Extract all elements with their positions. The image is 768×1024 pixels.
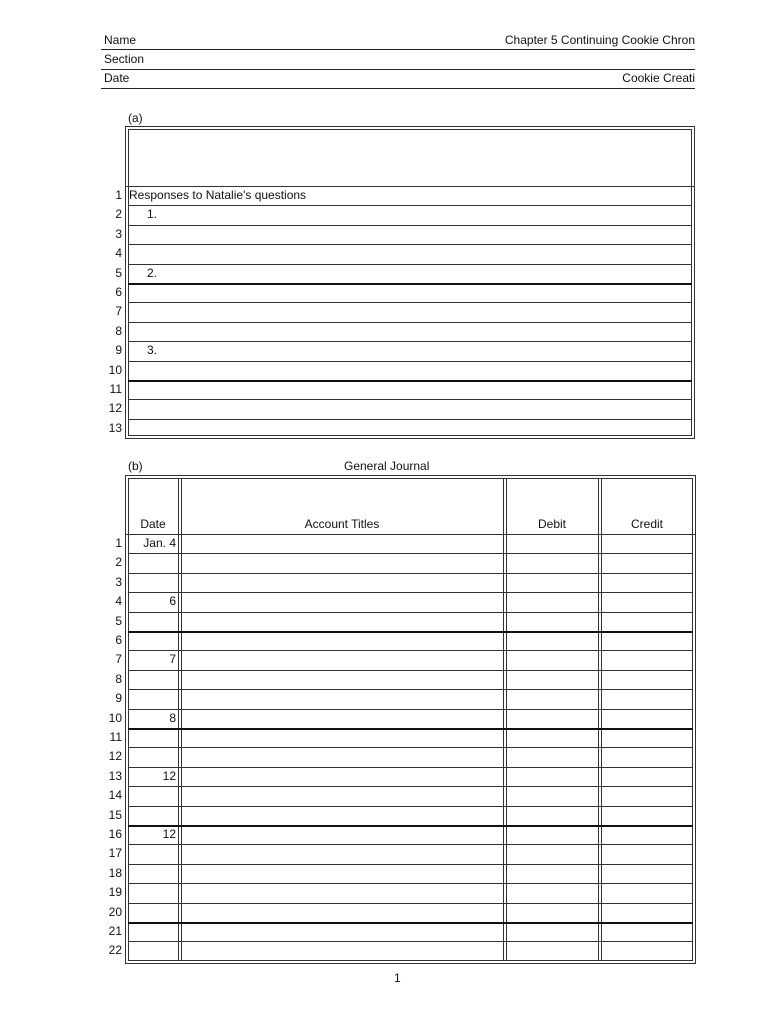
journal-table	[128, 478, 693, 961]
row-number: 6	[115, 285, 122, 299]
row-divider	[128, 612, 693, 613]
row-number: 2	[115, 555, 122, 570]
row-number: 3	[115, 574, 122, 589]
row-divider	[128, 825, 693, 827]
section-label: Section	[104, 52, 145, 66]
row-divider	[128, 399, 692, 400]
response-row-text[interactable]: 1.	[147, 207, 158, 222]
row-divider	[128, 283, 692, 285]
row-number: 11	[109, 382, 122, 396]
row-number: 9	[115, 691, 122, 706]
row-number: 7	[115, 304, 122, 319]
row-divider	[128, 419, 692, 420]
row-number: 7	[115, 652, 122, 667]
row-divider	[128, 922, 693, 924]
row-number: 12	[108, 401, 122, 416]
row-divider	[128, 650, 693, 651]
credit-column-header: Credit	[630, 517, 663, 531]
journal-date-cell[interactable]: 7	[169, 652, 176, 667]
name-label: Name	[104, 33, 137, 47]
row-number: 4	[115, 246, 122, 261]
row-number: 11	[109, 730, 122, 744]
debit-column-header: Debit	[537, 517, 566, 531]
row-divider	[128, 806, 693, 807]
date-column-header: Date	[140, 517, 166, 531]
table-header-divider	[125, 186, 695, 187]
row-number: 13	[108, 420, 122, 435]
row-divider	[128, 883, 693, 884]
row-number: 9	[115, 343, 122, 358]
row-divider	[128, 767, 693, 768]
row-divider	[128, 903, 693, 904]
row-divider	[128, 573, 693, 574]
row-number: 16	[108, 827, 122, 841]
page-number: 1	[394, 971, 401, 985]
row-divider	[128, 244, 692, 245]
account-titles-column-header: Account Titles	[304, 517, 380, 531]
row-divider	[128, 225, 692, 226]
row-divider	[128, 361, 692, 362]
row-divider	[128, 728, 693, 730]
response-row-text[interactable]: Responses to Natalie's questions	[129, 188, 307, 202]
journal-date-cell[interactable]: 12	[162, 827, 176, 841]
row-divider	[128, 592, 693, 593]
column-divider	[503, 478, 504, 961]
column-divider	[506, 478, 507, 961]
row-divider	[128, 864, 693, 865]
row-number: 4	[115, 594, 122, 609]
row-number: 19	[108, 885, 122, 900]
row-number: 10	[108, 710, 122, 725]
row-divider	[128, 709, 693, 710]
row-number: 20	[108, 904, 122, 919]
row-number: 17	[108, 846, 122, 861]
journal-date-cell[interactable]: 8	[169, 710, 176, 725]
row-number: 1	[115, 188, 122, 202]
row-number: 22	[108, 943, 122, 958]
column-divider	[598, 478, 599, 961]
row-divider	[128, 380, 692, 382]
row-divider	[128, 689, 693, 690]
row-number: 18	[108, 865, 122, 880]
row-divider	[128, 786, 693, 787]
response-row-text[interactable]: 3.	[147, 343, 158, 358]
row-number: 15	[108, 807, 122, 822]
row-divider	[128, 747, 693, 748]
part-b-label: (b)	[128, 459, 143, 473]
row-number: 8	[115, 323, 122, 338]
row-number: 14	[108, 788, 122, 803]
column-divider	[601, 478, 602, 961]
row-divider	[128, 341, 692, 342]
journal-date-cell[interactable]: Jan. 4	[143, 536, 176, 550]
row-number: 12	[108, 749, 122, 764]
date-label: Date	[104, 71, 130, 85]
row-divider	[128, 631, 693, 633]
row-divider	[128, 670, 693, 671]
journal-date-cell[interactable]: 6	[169, 594, 176, 609]
row-number: 3	[115, 226, 122, 241]
journal-header-divider	[125, 534, 696, 535]
journal-title: General Journal	[344, 459, 430, 473]
row-number: 8	[115, 671, 122, 686]
header-divider	[101, 69, 695, 70]
row-number: 2	[115, 207, 122, 222]
row-number: 13	[108, 768, 122, 783]
row-number: 5	[115, 613, 122, 628]
row-number: 5	[115, 265, 122, 280]
response-row-text[interactable]: 2.	[147, 265, 158, 280]
row-divider	[128, 844, 693, 845]
row-number: 10	[108, 362, 122, 377]
company-title: Cookie Creati	[622, 71, 695, 85]
header-divider	[101, 88, 695, 89]
column-divider	[178, 478, 179, 961]
header-divider	[101, 49, 695, 50]
part-a-label: (a)	[128, 111, 143, 125]
row-number: 6	[115, 633, 122, 647]
chapter-title: Chapter 5 Continuing Cookie Chron	[504, 33, 695, 47]
journal-date-cell[interactable]: 12	[162, 768, 176, 783]
row-divider	[128, 322, 692, 323]
row-divider	[128, 264, 692, 265]
row-number: 1	[115, 536, 122, 550]
row-divider	[128, 553, 693, 554]
row-divider	[128, 302, 692, 303]
row-divider	[128, 205, 692, 206]
row-divider	[128, 941, 693, 942]
column-divider	[181, 478, 182, 961]
row-number: 21	[108, 924, 122, 938]
